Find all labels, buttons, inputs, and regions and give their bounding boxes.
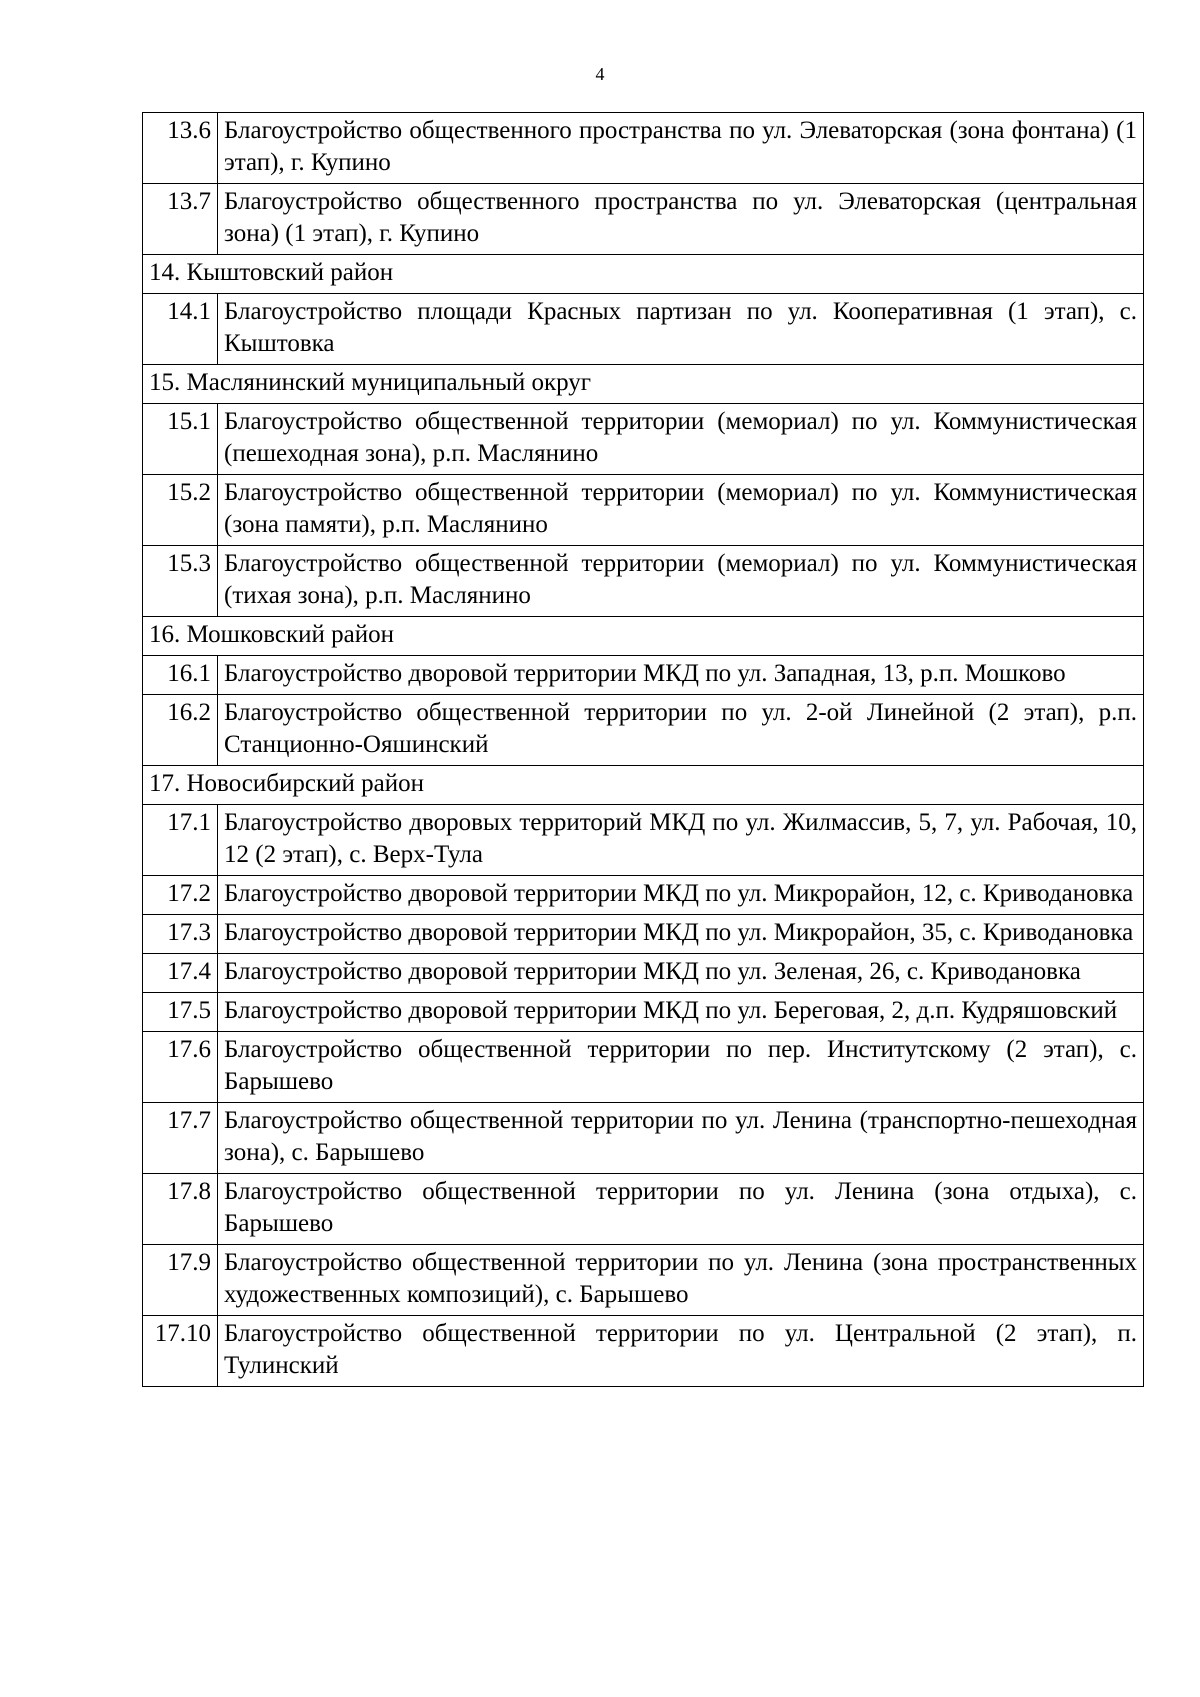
item-number: 17.8	[143, 1174, 218, 1245]
item-number: 17.2	[143, 876, 218, 915]
table-row	[143, 1316, 1144, 1387]
section-heading: 14. Кыштовский район	[143, 255, 1144, 294]
section-row	[143, 617, 1144, 656]
item-number: 17.3	[143, 915, 218, 954]
item-description: Благоустройство дворовой территории МКД по ул. Микрорайон, 35, с. Криводановка	[218, 915, 1144, 954]
item-description: Благоустройство общественного пространства по ул. Элеваторская (зона фонтана) (1 этап), г. Купино	[218, 113, 1144, 184]
table-row	[143, 294, 1144, 365]
projects-table-body	[143, 113, 1144, 1387]
table-row	[143, 1032, 1144, 1103]
page-number: 4	[595, 64, 605, 84]
table-row	[143, 915, 1144, 954]
item-description: Благоустройство общественной территории (мемориал) по ул. Коммунистическая (тихая зона), р.п. Маслянино	[218, 546, 1144, 617]
table-row	[143, 113, 1144, 184]
item-number: 17.9	[143, 1245, 218, 1316]
section-row	[143, 255, 1144, 294]
item-description: Благоустройство площади Красных партизан по ул. Кооперативная (1 этап), с. Кыштовка	[218, 294, 1144, 365]
section-heading: 15. Маслянинский муниципальный округ	[143, 365, 1144, 404]
table-row	[143, 475, 1144, 546]
item-number: 15.1	[143, 404, 218, 475]
table-row	[143, 184, 1144, 255]
item-number: 17.4	[143, 954, 218, 993]
item-number: 16.1	[143, 656, 218, 695]
item-number: 13.6	[143, 113, 218, 184]
item-number: 16.2	[143, 695, 218, 766]
item-number: 17.10	[143, 1316, 218, 1387]
table-row	[143, 546, 1144, 617]
item-description: Благоустройство общественной территории по ул. Ленина (зона отдыха), с. Барышево	[218, 1174, 1144, 1245]
item-description: Благоустройство общественной территории (мемориал) по ул. Коммунистическая (пешеходная зона), р.п. Маслянино	[218, 404, 1144, 475]
section-heading: 16. Мошковский район	[143, 617, 1144, 656]
item-description: Благоустройство общественной территории по ул. Ленина (транспортно-пешеходная зона), с. Барышево	[218, 1103, 1144, 1174]
item-description: Благоустройство общественной территории по ул. 2-ой Линейной (2 этап), р.п. Станционно-Ояшинский	[218, 695, 1144, 766]
item-number: 14.1	[143, 294, 218, 365]
table-row	[143, 1174, 1144, 1245]
table-row	[143, 993, 1144, 1032]
item-description: Благоустройство дворовой территории МКД по ул. Микрорайон, 12, с. Криводановка	[218, 876, 1144, 915]
item-number: 17.6	[143, 1032, 218, 1103]
item-number: 17.5	[143, 993, 218, 1032]
table-row	[143, 954, 1144, 993]
item-number: 13.7	[143, 184, 218, 255]
table-row	[143, 1103, 1144, 1174]
table-row	[143, 1245, 1144, 1316]
table-row	[143, 404, 1144, 475]
item-number: 17.1	[143, 805, 218, 876]
item-description: Благоустройство дворовой территории МКД по ул. Зеленая, 26, с. Криводановка	[218, 954, 1144, 993]
table-row	[143, 656, 1144, 695]
projects-table	[142, 112, 1144, 1387]
section-row	[143, 766, 1144, 805]
item-description: Благоустройство общественного пространства по ул. Элеваторская (центральная зона) (1 этап), г. Купино	[218, 184, 1144, 255]
table-row	[143, 695, 1144, 766]
section-row	[143, 365, 1144, 404]
table-row	[143, 876, 1144, 915]
table-row	[143, 805, 1144, 876]
section-heading: 17. Новосибирский район	[143, 766, 1144, 805]
item-number: 17.7	[143, 1103, 218, 1174]
item-description: Благоустройство общественной территории по ул. Центральной (2 этап), п. Тулинский	[218, 1316, 1144, 1387]
item-description: Благоустройство дворовых территорий МКД по ул. Жилмассив, 5, 7, ул. Рабочая, 10, 12 (2 этап), с. Верх-Тула	[218, 805, 1144, 876]
item-description: Благоустройство общественной территории (мемориал) по ул. Коммунистическая (зона памяти), р.п. Маслянино	[218, 475, 1144, 546]
item-number: 15.3	[143, 546, 218, 617]
item-description: Благоустройство дворовой территории МКД по ул. Береговая, 2, д.п. Кудряшовский	[218, 993, 1144, 1032]
item-description: Благоустройство общественной территории по пер. Институтскому (2 этап), с. Барышево	[218, 1032, 1144, 1103]
item-number: 15.2	[143, 475, 218, 546]
item-description: Благоустройство дворовой территории МКД по ул. Западная, 13, р.п. Мошково	[218, 656, 1144, 695]
item-description: Благоустройство общественной территории по ул. Ленина (зона пространственных художественных композиций), с. Барышево	[218, 1245, 1144, 1316]
